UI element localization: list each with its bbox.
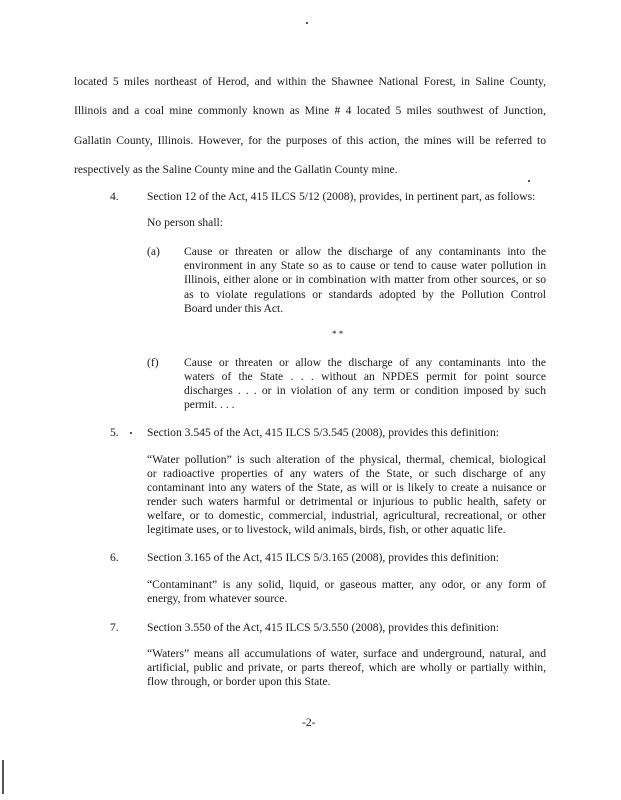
paragraph-number: 4. <box>110 190 119 203</box>
paragraph-number: 6. <box>110 551 119 564</box>
scan-speck <box>130 432 132 434</box>
paragraph-number: 7. <box>110 621 119 634</box>
quote-line: or radioactive properties of any waters of the State, or such discharge of any <box>147 467 546 480</box>
scan-speck <box>306 22 308 24</box>
quote-line: flow through, or border upon this State. <box>147 675 331 688</box>
paragraph-text: Section 3.545 of the Act, 415 ILCS 5/3.545 (2008), provides this definition: <box>147 426 499 439</box>
intro-line: located 5 miles northeast of Herod, and within the Shawnee National Forest, in Saline County, <box>74 75 546 88</box>
quote-line: Illinois, either alone or in combination with matter from other sources, or so <box>184 273 546 286</box>
quote-line: as to violate regulations or standards adopted by the Pollution Control <box>184 288 546 301</box>
quote-line: render such waters harmful or detrimental or injurious to public health, safety or <box>147 495 546 508</box>
item-label: (a) <box>147 245 160 258</box>
quote-line: Cause or threaten or allow the discharge of any contaminants into the <box>184 245 546 258</box>
paragraph-text: Section 3.165 of the Act, 415 ILCS 5/3.165 (2008), provides this definition: <box>147 551 499 564</box>
scan-speck <box>528 180 530 182</box>
item-label: (f) <box>147 356 159 369</box>
quote-line: Board under this Act. <box>184 302 284 315</box>
page-number: -2- <box>302 716 316 729</box>
quote-line: energy, from whatever source. <box>147 592 288 605</box>
quote-line: Cause or threaten or allow the discharge of any contaminants into the <box>184 356 546 369</box>
quote-line: “Water pollution” is such alteration of the physical, thermal, chemical, biological <box>147 453 546 466</box>
quote-line: contaminant into any waters of the State, as will or is likely to create a nuisance or <box>147 481 546 494</box>
intro-line: respectively as the Saline County mine and the Gallatin County mine. <box>74 163 398 176</box>
quote-line: environment in any State so as to cause or tend to cause water pollution in <box>184 259 546 272</box>
quote-line: welfare, or to domestic, commercial, industrial, agricultural, recreational, or other <box>147 509 546 522</box>
quote-line: legitimate uses, or to livestock, wild animals, birds, fish, or other aquatic life. <box>147 523 506 536</box>
quote-line: “Waters” means all accumulations of water, surface and underground, natural, and <box>147 647 546 660</box>
paragraph-lead: No person shall: <box>147 216 223 229</box>
paragraph-text: Section 3.550 of the Act, 415 ILCS 5/3.550 (2008), provides this definition: <box>147 621 499 634</box>
paragraph-number: 5. <box>110 426 119 439</box>
paragraph-text: Section 12 of the Act, 415 ILCS 5/12 (2008), provides, in pertinent part, as follows: <box>147 190 536 203</box>
quote-line: “Contaminant” is any solid, liquid, or gaseous matter, any odor, or any form of <box>147 578 546 591</box>
ellipsis-marker: * * <box>332 329 344 339</box>
quote-line: artificial, public and private, or parts thereof, which are wholly or partially within, <box>147 661 546 674</box>
intro-line: Gallatin County, Illinois. However, for the purposes of this action, the mines will be referred to <box>74 134 546 147</box>
quote-line: permit. . . . <box>184 398 235 411</box>
intro-line: Illinois and a coal mine commonly known as Mine # 4 located 5 miles southwest of Junction, <box>74 104 546 117</box>
quote-line: discharges . . . or in violation of any term or condition imposed by such <box>184 384 546 397</box>
quote-line: waters of the State . . . without an NPDES permit for point source <box>184 370 546 383</box>
scan-speck <box>2 760 4 794</box>
